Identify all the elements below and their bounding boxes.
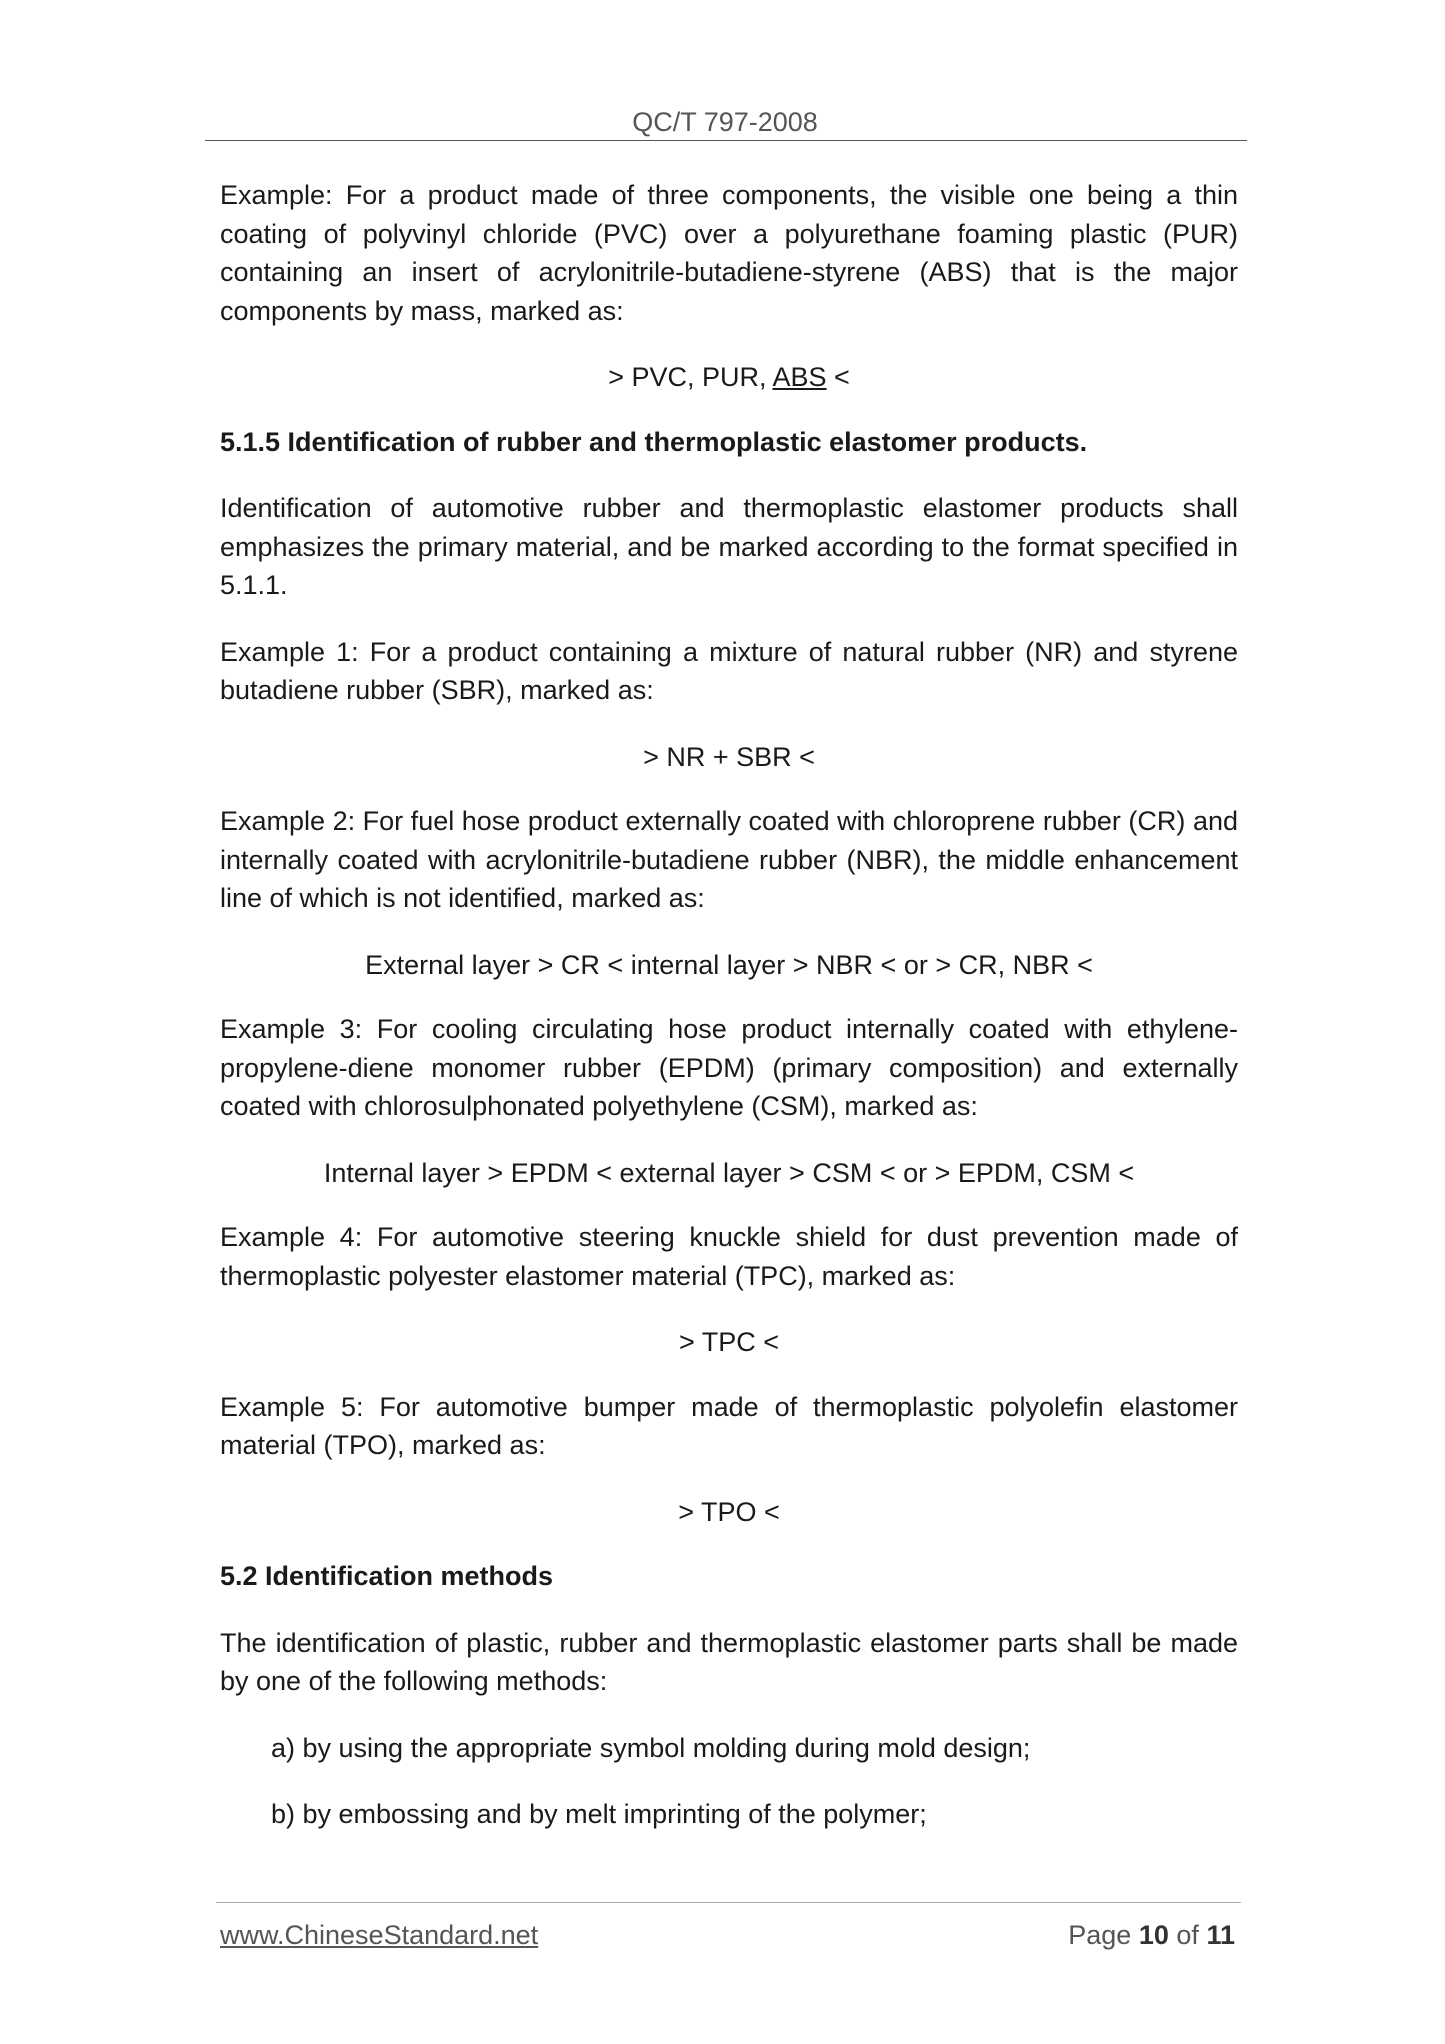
list-item-a: a) by using the appropriate symbol molding during mold design; xyxy=(271,1732,1031,1763)
page-current: 10 xyxy=(1138,1920,1169,1950)
page-content xyxy=(220,176,1238,1862)
section-heading-5-2: 5.2 Identification methods xyxy=(220,1561,554,1591)
marking-example-1 xyxy=(220,358,1238,397)
section-5-2-paragraph: The identification of plastic, rubber and thermoplastic elastomer parts shall be made by one of the following methods: xyxy=(220,1627,1238,1696)
section-heading-5-1-5: 5.1.5 Identification of rubber and thermoplastic elastomer products. xyxy=(220,426,1088,457)
example-2-paragraph: Example 2: For fuel hose product externally coated with chloroprene rubber (CR) and internally coated with acrylonitrile-butadiene rubber (NBR), the middle enhancement line of which is not identified, marked as: xyxy=(220,806,1238,913)
page-number xyxy=(1068,1917,1235,1953)
list-item-b: b) by embossing and by melt imprinting of the polymer; xyxy=(271,1799,927,1829)
section-5-1-5-paragraph: Identification of automotive rubber and thermoplastic elastomer products shall emphasizes the primary material, and be marked according to the format specified in 5.1.1. xyxy=(220,493,1238,600)
website-link[interactable]: www.ChineseStandard.net xyxy=(220,1920,539,1950)
marking-ex3: Internal layer > EPDM < external layer > CSM < or > EPDM, CSM < xyxy=(323,1157,1135,1188)
marking-prefix: > PVC, PUR, xyxy=(608,362,773,392)
page-of: of xyxy=(1176,1920,1199,1950)
example-paragraph: Example: For a product made of three components, the visible one being a thin coating of polyvinyl chloride (PVC) over a polyurethane foaming plastic (PUR) containing an insert of acrylonitrile-butadiene-styrene (ABS) that is the major components by mass, marked as: xyxy=(220,180,1238,326)
example-3-paragraph: Example 3: For cooling circulating hose product internally coated with ethylene-propylene-diene monomer rubber (EPDM) (primary composition) and externally coated with chlorosulphonated polyethylene (CSM), marked as: xyxy=(220,1014,1238,1121)
marking-ex2: External layer > CR < internal layer > NBR < or > CR, NBR < xyxy=(365,949,1093,980)
example-4-paragraph: Example 4: For automotive steering knuckle shield for dust prevention made of thermoplastic polyester elastomer material (TPC), marked as: xyxy=(220,1222,1238,1291)
marking-ex4: > TPC < xyxy=(678,1327,780,1357)
marking-suffix: < xyxy=(826,362,850,392)
footer-divider xyxy=(216,1902,1241,1903)
marking-underlined-material: ABS xyxy=(772,362,827,392)
page-total: 11 xyxy=(1206,1920,1235,1950)
header-divider xyxy=(205,140,1247,141)
example-1-paragraph: Example 1: For a product containing a mixture of natural rubber (NR) and styrene butadiene rubber (SBR), marked as: xyxy=(220,636,1238,705)
marking-ex5: > TPO < xyxy=(678,1496,780,1527)
page-label: Page xyxy=(1068,1920,1132,1950)
example-5-paragraph: Example 5: For automotive bumper made of thermoplastic polyolefin elastomer material (TPO), marked as: xyxy=(220,1391,1238,1460)
page-header-doc-id: QC/T 797-2008 xyxy=(632,107,818,137)
marking-ex1: > NR + SBR < xyxy=(643,741,815,772)
